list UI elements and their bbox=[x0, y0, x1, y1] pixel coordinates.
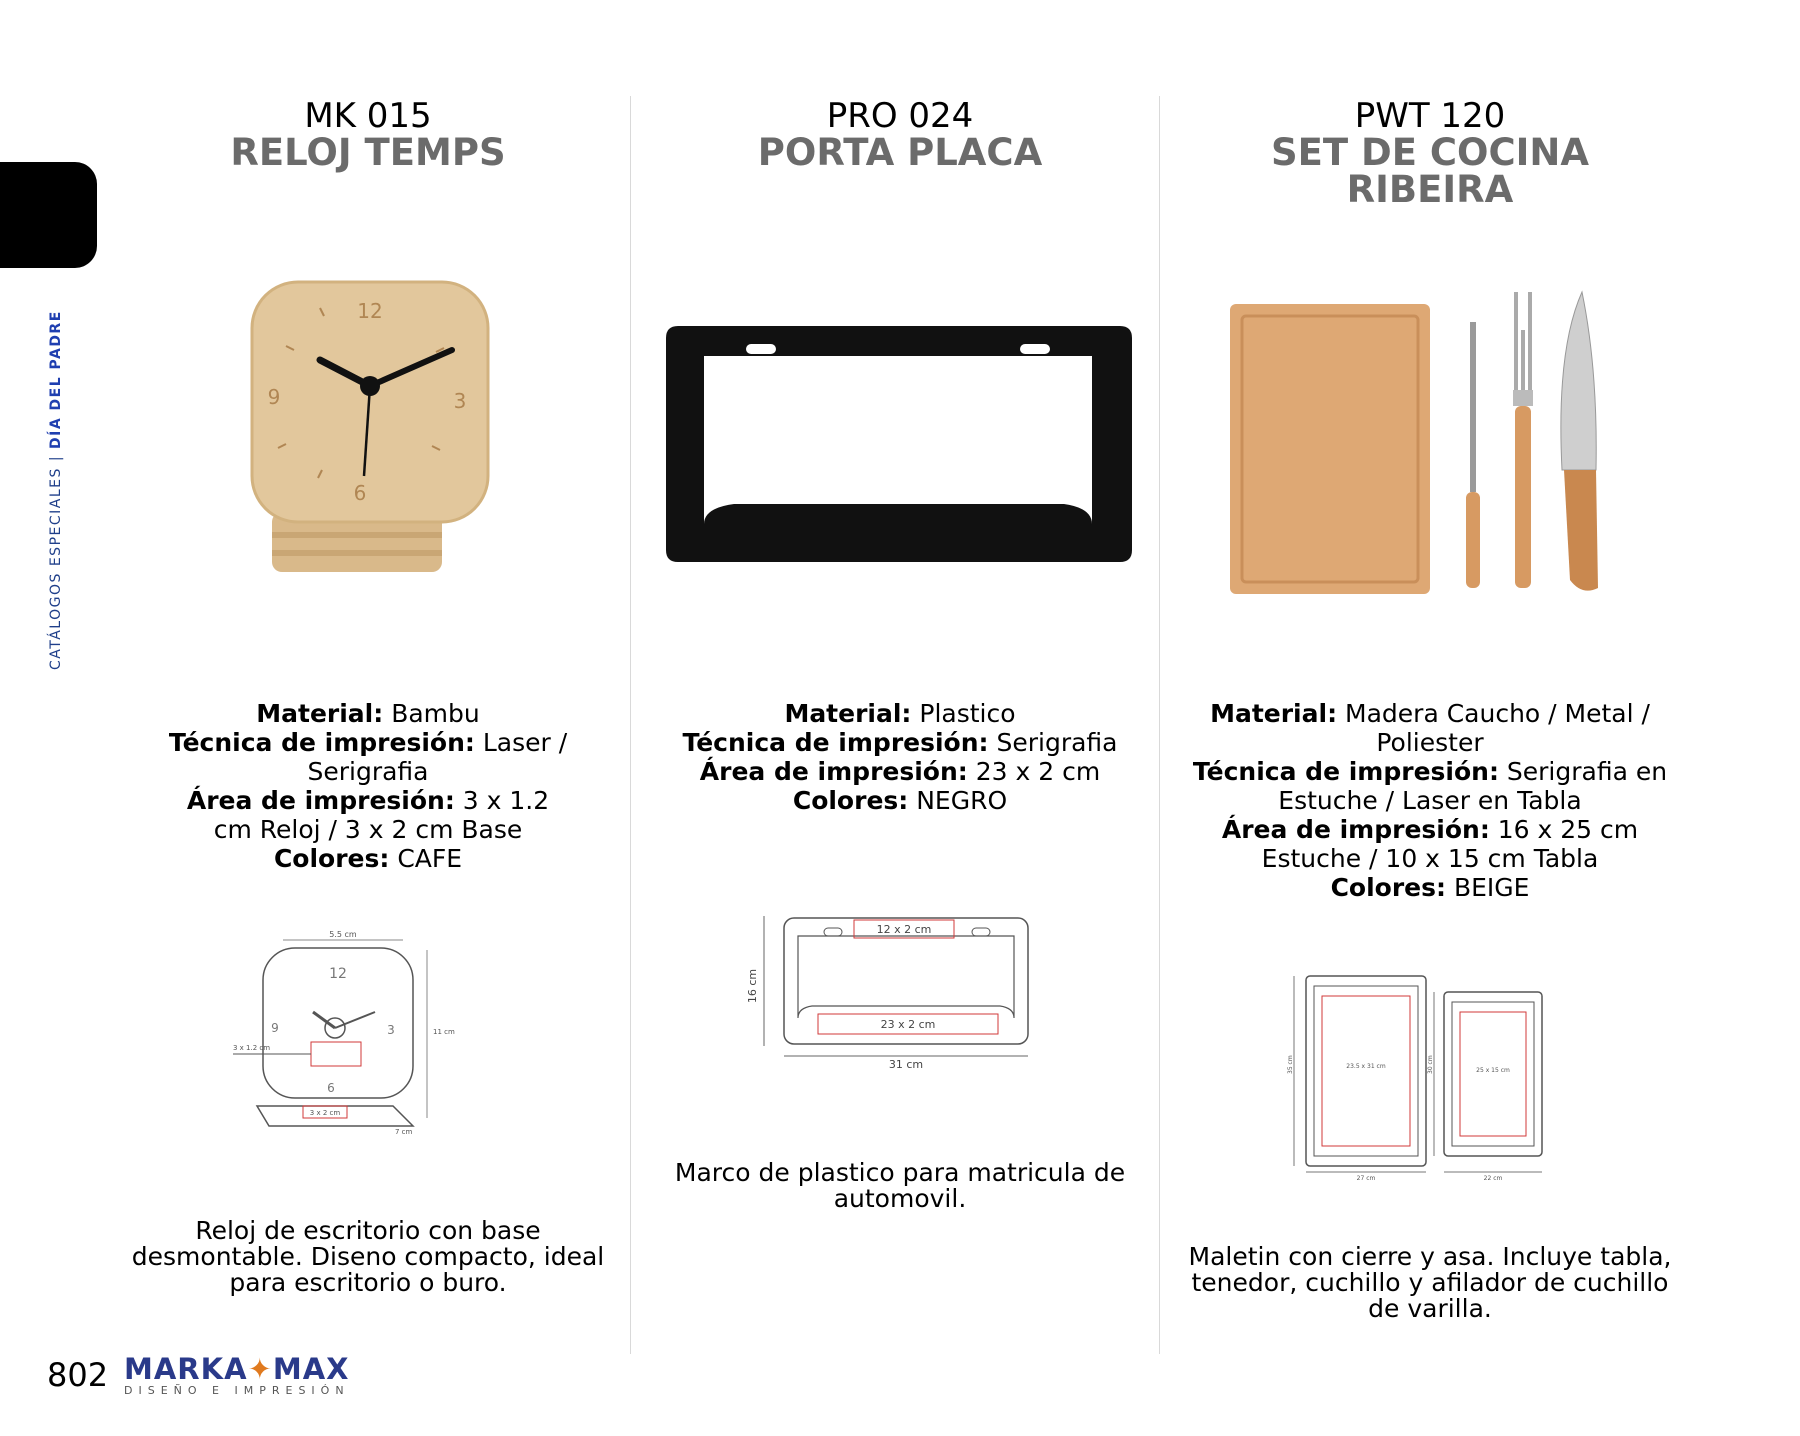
sidebar-catalog-label bbox=[48, 310, 64, 670]
plate-frame-product-photo bbox=[664, 324, 1134, 570]
column-divider-1 bbox=[630, 96, 631, 1354]
product-code: PRO 024 bbox=[826, 96, 974, 136]
product-description: Marco de plastico para matricula de automovil. bbox=[674, 1158, 1126, 1213]
svg-text:3: 3 bbox=[453, 389, 467, 413]
product-specs bbox=[1170, 699, 1690, 902]
diagram-label: 31 cm bbox=[888, 1058, 924, 1071]
diagram-label: 11 cm bbox=[433, 1028, 455, 1036]
diagram-label: 12 x 2 cm bbox=[876, 923, 932, 936]
svg-text:9: 9 bbox=[267, 385, 281, 409]
brand-logo-wordmark: MARKA✦MAX bbox=[124, 1352, 350, 1386]
spec-material: Material: Plastico bbox=[784, 699, 1016, 728]
spec-colors: Colores: BEIGE bbox=[1330, 873, 1530, 902]
diagram-label: 9 bbox=[271, 1021, 279, 1035]
product-name: SET DE COCINA bbox=[1270, 131, 1590, 174]
diagram-label: 12 bbox=[329, 966, 347, 982]
spec-colors: Colores: CAFE bbox=[273, 844, 463, 873]
clock-product-photo bbox=[248, 278, 498, 588]
diagram-label: 35 cm bbox=[1287, 1055, 1294, 1074]
product-name: RELOJ TEMPS bbox=[230, 131, 506, 174]
svg-text:12: 12 bbox=[357, 299, 383, 323]
spec-technique: Técnica de impresión: Serigrafia en Estuche / Laser en Tabla bbox=[1192, 757, 1668, 815]
spec-print-area: Área de impresión: 3 x 1.2 cm Reloj / 3 x 2 cm Base bbox=[186, 786, 550, 844]
product-code: MK 015 bbox=[304, 96, 432, 136]
product-name-line2: RIBEIRA bbox=[1346, 168, 1514, 211]
kitchen-set-product-photo bbox=[1226, 290, 1626, 600]
diagram-label: 3 x 1.2 cm bbox=[233, 1044, 271, 1052]
brand-logo bbox=[124, 1352, 350, 1397]
diagram-label: 27 cm bbox=[1356, 1175, 1376, 1182]
spec-colors: Colores: NEGRO bbox=[792, 786, 1008, 815]
diagram-label: 16 cm bbox=[746, 968, 759, 1004]
spec-material: Material: Madera Caucho / Metal / Poliester bbox=[1210, 699, 1650, 757]
diagram-label: 25 x 15 cm bbox=[1476, 1067, 1510, 1074]
sidebar-catalog-bold: DÍA DEL PADRE bbox=[48, 310, 64, 450]
diagram-label: 22 cm bbox=[1483, 1175, 1503, 1182]
spec-print-area: Área de impresión: 16 x 25 cm Estuche / 10 x 15 cm Tabla bbox=[1221, 815, 1639, 873]
diagram-label: 5.5 cm bbox=[329, 930, 357, 939]
spec-technique: Técnica de impresión: Serigrafia bbox=[682, 728, 1118, 757]
product-description: Maletin con cierre y asa. Incluye tabla, tenedor, cuchillo y afilador de cuchillo de varilla. bbox=[1188, 1242, 1672, 1323]
sidebar-catalog-light: CATÁLOGOS ESPECIALES | bbox=[48, 449, 64, 670]
clock-technical-diagram bbox=[233, 930, 473, 1140]
diagram-label: 23.5 x 31 cm bbox=[1346, 1063, 1386, 1070]
plate-frame-technical-diagram bbox=[746, 910, 1040, 1071]
diagram-label: 7 cm bbox=[395, 1128, 413, 1136]
side-tab-marker bbox=[0, 162, 97, 268]
diagram-label: 6 bbox=[327, 1081, 335, 1095]
product-card-pro024 bbox=[640, 0, 1160, 1380]
diagram-label: 3 bbox=[387, 1023, 395, 1037]
product-code: PWT 120 bbox=[1354, 96, 1506, 136]
product-specs bbox=[108, 699, 628, 873]
diagram-label: 23 x 2 cm bbox=[880, 1018, 936, 1031]
svg-text:6: 6 bbox=[353, 481, 367, 505]
spec-material: Material: Bambu bbox=[256, 699, 480, 728]
diagram-label: 3 x 2 cm bbox=[309, 1109, 341, 1117]
spec-technique: Técnica de impresión: Laser / Serigrafia bbox=[168, 728, 568, 786]
product-card-mk015 bbox=[108, 0, 628, 1380]
product-specs bbox=[640, 699, 1160, 815]
spec-print-area: Área de impresión: 23 x 2 cm bbox=[699, 757, 1101, 786]
brand-tagline: DISEÑO E IMPRESIÓN bbox=[124, 1384, 350, 1397]
product-name: PORTA PLACA bbox=[757, 131, 1043, 174]
diagram-label: 30 cm bbox=[1427, 1055, 1434, 1074]
product-card-pwt120 bbox=[1170, 0, 1690, 1380]
product-description: Reloj de escritorio con base desmontable. Diseno compacto, ideal para escritorio o buro. bbox=[131, 1216, 605, 1297]
brand-star-icon: ✦ bbox=[247, 1352, 273, 1386]
page-number: 802 bbox=[47, 1356, 109, 1394]
kitchen-set-technical-diagram bbox=[1288, 972, 1578, 1182]
